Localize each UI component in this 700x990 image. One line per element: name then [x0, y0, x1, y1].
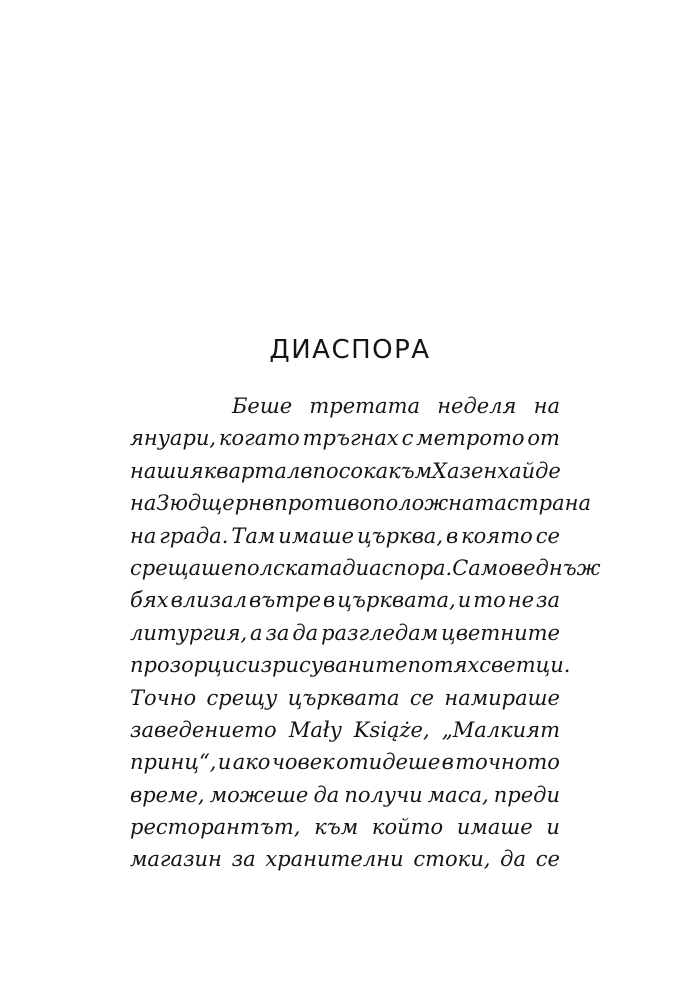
- word: Беше: [232, 394, 293, 418]
- word: неделя: [437, 394, 517, 418]
- word: Само: [452, 555, 511, 580]
- chapter-title: ДИАСПОРА: [269, 335, 431, 365]
- word: третата: [309, 394, 421, 418]
- word: която: [461, 523, 533, 548]
- word: за: [231, 847, 256, 872]
- word: то: [473, 588, 506, 613]
- word: по: [407, 653, 434, 678]
- word: града.: [159, 523, 229, 548]
- text-line: [130, 422, 560, 454]
- word: маса,: [427, 782, 489, 807]
- word: полската: [233, 555, 343, 580]
- word: Точно: [130, 685, 197, 710]
- text-line: [130, 552, 601, 584]
- word: Książe,: [353, 717, 430, 742]
- word: човек: [271, 750, 335, 775]
- word: точното: [455, 750, 560, 775]
- word: ако: [232, 750, 271, 775]
- word: светци.: [479, 653, 571, 678]
- word: в: [445, 523, 459, 548]
- word: тръгнах: [302, 426, 399, 451]
- body-text: [130, 390, 601, 876]
- word: църква,: [356, 523, 443, 548]
- text-line: [130, 390, 560, 422]
- text-line: [130, 811, 560, 843]
- word: литургия,: [130, 620, 248, 645]
- word: метрото: [416, 426, 525, 451]
- word: се: [409, 685, 435, 710]
- word: от: [527, 426, 560, 451]
- word: да: [313, 782, 340, 807]
- word: и: [546, 815, 560, 840]
- word: се: [535, 847, 560, 872]
- text-line: [130, 584, 560, 616]
- word: хранителни: [265, 847, 404, 872]
- word: се: [535, 523, 560, 548]
- word: стоки,: [413, 847, 491, 872]
- word: вътре: [249, 588, 322, 613]
- word: посока: [312, 458, 389, 483]
- word: разгледам: [321, 620, 439, 645]
- word: Там: [231, 523, 276, 548]
- word: можеше: [209, 782, 309, 807]
- word: нашия: [130, 458, 204, 483]
- word: в: [441, 750, 454, 775]
- word: Зюдщерн: [156, 491, 262, 516]
- word: противоположната: [274, 491, 507, 516]
- word: Mały: [288, 717, 342, 742]
- word: веднъж: [510, 555, 601, 580]
- word: в: [300, 458, 313, 483]
- word: диаспора.: [342, 555, 453, 580]
- text-line: [130, 487, 591, 519]
- word: квартал: [203, 458, 301, 483]
- word: срещаше: [130, 555, 234, 580]
- word: намираше: [444, 685, 560, 710]
- text-line: [130, 779, 560, 811]
- word: в: [323, 588, 336, 613]
- word: да: [292, 620, 319, 645]
- word: влизал: [170, 588, 248, 613]
- text-line: [130, 714, 560, 746]
- word: страна: [506, 491, 591, 516]
- word: за: [536, 588, 560, 613]
- word: на: [130, 491, 157, 516]
- word: който: [371, 815, 444, 840]
- word: а: [250, 620, 263, 645]
- word: не: [507, 588, 535, 613]
- text-line: [130, 617, 560, 649]
- word: и: [217, 750, 232, 775]
- word: магазин: [130, 847, 222, 872]
- word: получи: [344, 782, 423, 807]
- word: цветните: [441, 620, 560, 645]
- text-line: [130, 682, 560, 714]
- word: заведението: [130, 717, 277, 742]
- text-line: [130, 843, 560, 875]
- word: към: [314, 815, 359, 840]
- word: отидеше: [336, 750, 441, 775]
- word: към: [388, 458, 433, 483]
- word: да: [500, 847, 526, 872]
- word: с: [401, 426, 414, 451]
- word: църквата,: [337, 588, 456, 613]
- word: преди: [493, 782, 560, 807]
- word: с: [235, 653, 248, 678]
- word: изрисуваните: [247, 653, 408, 678]
- word: януари,: [130, 426, 217, 451]
- word: принц“,: [130, 750, 217, 775]
- word: време,: [130, 782, 205, 807]
- word: църквата: [287, 685, 400, 710]
- word: Хазенхайде: [432, 458, 561, 483]
- word: когато: [218, 426, 300, 451]
- text-line: [130, 746, 560, 778]
- word: срещу: [206, 685, 278, 710]
- word: бях: [130, 588, 169, 613]
- word: прозорци: [130, 653, 236, 678]
- word: имаше: [278, 523, 354, 548]
- word: на: [130, 523, 157, 548]
- word: в: [261, 491, 275, 516]
- word: имаше: [456, 815, 533, 840]
- text-line: [130, 649, 571, 681]
- word: ресторантът,: [130, 815, 301, 840]
- word: и: [457, 588, 472, 613]
- word: тях: [433, 653, 480, 678]
- text-line: [130, 520, 560, 552]
- word: за: [265, 620, 290, 645]
- text-line: [130, 455, 560, 487]
- word: „Малкият: [441, 717, 560, 742]
- word: на: [533, 394, 560, 418]
